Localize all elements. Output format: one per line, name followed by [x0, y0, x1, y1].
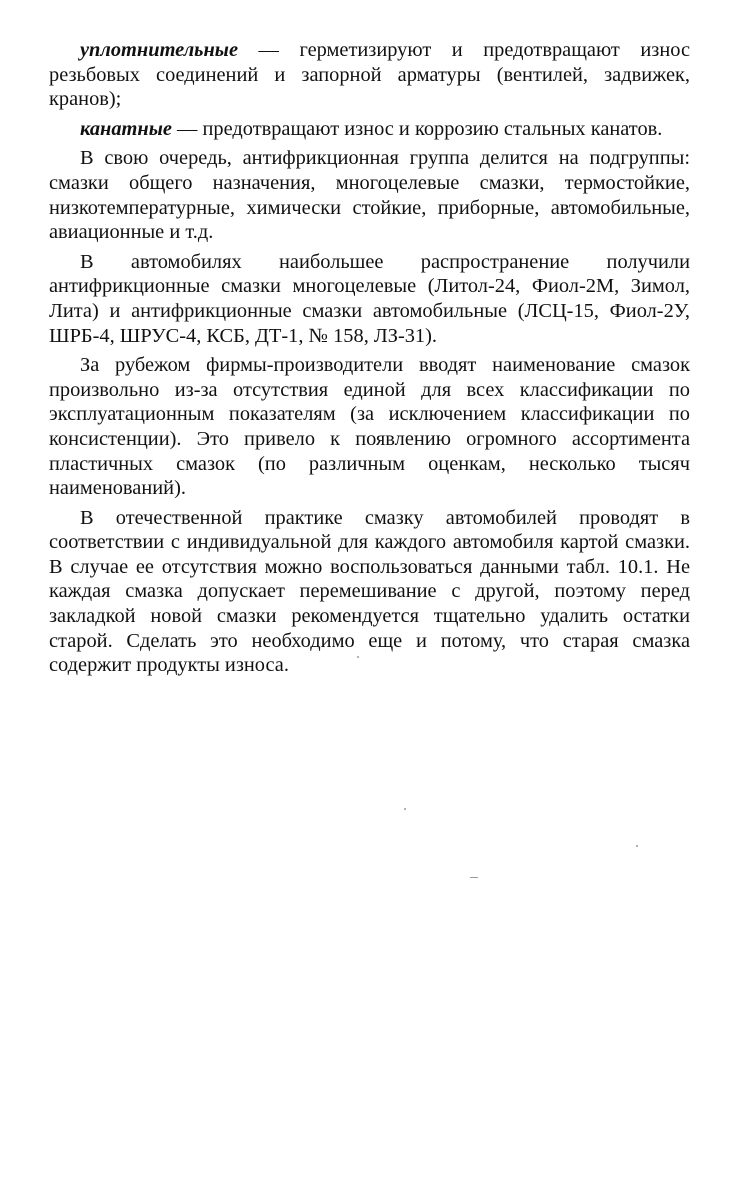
paragraph-text: В автомобилях наибольшее распространение получили антифрикционные смазки многоцелевые (Литол-24, Фиол-2М, Зимол, Лита) и антифрикционные смазки автомобильные (ЛСЦ-15, Фиол-2У, ШРБ-4, ШРУС-4, КСБ, ДТ-1, № 158, ЛЗ-31).	[49, 250, 690, 347]
paragraph-text: За рубежом фирмы-производители вводят наименование смазок произвольно из-за отсутствия единой для всех классификации по эксплуатационным показателям (за исключением классификации по консистенции). Это привело к появлению огромного ассортимента пластичных смазок (по различным оценкам, несколько тысяч наименований).	[49, 354, 690, 500]
paragraph-text: — предотвращают износ и коррозию стальных канатов.	[171, 117, 663, 140]
scan-speck	[636, 845, 638, 847]
paragraph-text: В свою очередь, антифрикционная группа делится на подгруппы: смазки общего назначения, многоцелевые смазки, термостойкие, низкотемпературные, химически стойкие, приборные, автомобильные, авиационные и т.д.	[49, 147, 690, 244]
paragraph-sealing-greases	[49, 38, 690, 112]
paragraph-rope-greases	[49, 117, 690, 142]
paragraph-text: — герметизируют и предотвращают износ резьбовых соединений и запорной арматуры (вентилей, задвижек, кранов);	[49, 39, 690, 111]
paragraph-automotive-greases	[49, 250, 690, 348]
paragraph-antifriction-subgroups	[49, 146, 690, 244]
document-page	[49, 38, 690, 683]
term-sealing: уплотнительные	[80, 39, 239, 61]
scan-speck	[470, 877, 478, 878]
paragraph-text: В отечественной практике смазку автомобилей проводят в соответствии с индивидуальной для каждого автомобиля картой смазки. В случае ее отсутствия можно воспользоваться данными табл. 10.1. Не каждая смазка допускает перемешивание с другой, поэтому перед закладкой новой смазки рекомендуется тщательно удалить остатки старой. Сделать это необходимо еще и потому, что старая смазка содержит продукты износа.	[49, 506, 690, 677]
scan-speck	[357, 656, 359, 658]
term-rope: канатные	[80, 117, 172, 140]
paragraph-domestic-practice	[49, 506, 690, 678]
scan-speck	[404, 808, 406, 810]
paragraph-foreign-manufacturers	[49, 353, 690, 501]
